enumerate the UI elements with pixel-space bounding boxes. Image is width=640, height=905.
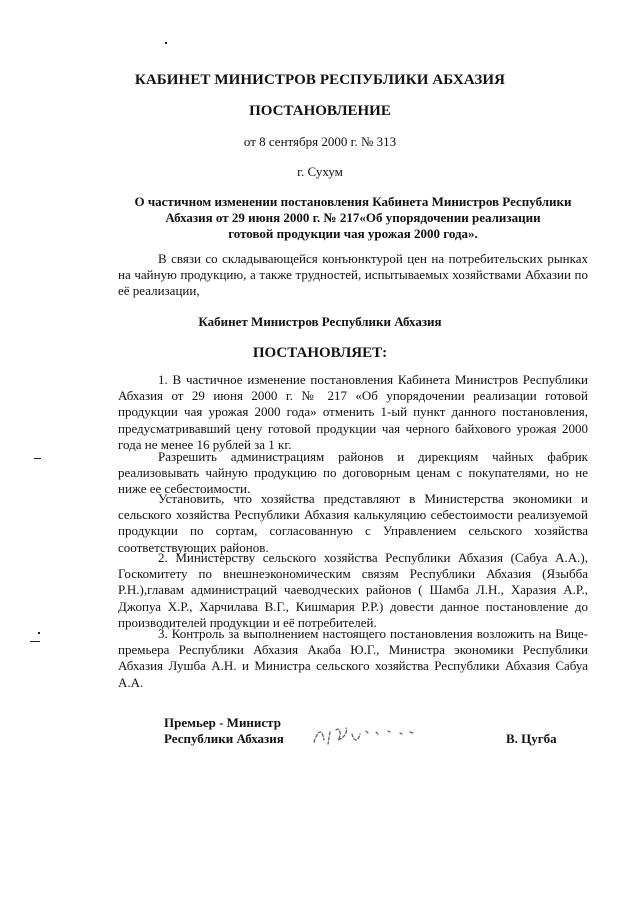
- resolves-heading: ПОСТАНОВЛЯЕТ:: [252, 345, 388, 361]
- date-and-number: от 8 сентября 2000 г. № 313: [243, 134, 397, 149]
- clause-2: 2. Министерству сельского хозяйства Республики Абхазия (Сабуа А.А.), Госкомитету по внешнеэкономическим связям Республики Абхазия (Языбба Р.Н.),главам администраций чаеводческих районов ( Шамба Л.Н., Харазия А.Р., Джопуа Х.Р., Харчилава В.Г., Кишмария Р.Р.) довести данное постановление до производителей продукции и её потребителей.: [118, 550, 588, 630]
- signatory-title-line1: Премьер - Министр: [164, 715, 281, 730]
- clause-3: 3. Контроль за выполнением настоящего постановления возложить на Вице-премьера Республики Абхазия Акаба Ю.Г., Министра экономики Республики Абхазия Лушба А.Н. и Министра сельского хозяйства Республики Абхазия Сабуа А.А.: [118, 626, 588, 690]
- scan-speck: [34, 458, 41, 459]
- document-type: ПОСТАНОВЛЕНИЕ: [249, 103, 391, 119]
- issuer: Кабинет Министров Республики Абхазия: [198, 314, 442, 329]
- clause-1-permit: Разрешить администрациям районов и дирекциям чайных фабрик реализовывать чайную продукцию по договорным ценам с покупателями, но не ниже ее себестоимости.: [118, 449, 588, 497]
- scan-speck: [38, 632, 40, 634]
- scan-speck: [30, 641, 40, 642]
- subject-heading: [120, 194, 586, 242]
- preamble-paragraph: В связи со складывающейся конъюнктурой цен на потребительских рынках на чайную продукцию, а также трудностей, испытываемых хозяйствами Абхазии по её реализации,: [118, 251, 588, 299]
- scan-speck: [165, 42, 167, 44]
- subject-line: О частичном изменении постановления Кабинета Министров Республики: [134, 194, 572, 209]
- clause-1-establish: Установить, что хозяйства представляют в Министерства экономики и сельского хозяйства Республики Абхазия калькуляцию себестоимости реализуемой продукции по сортам, согласованную с Управлением сельского хозяйства соответствующих районов.: [118, 491, 588, 555]
- clause-1: 1. В частичное изменение постановления Кабинета Министров Республики Абхазия от 29 июня 2000 г. № 217 «Об упорядочении реализации готовой продукции чая урожая 2000 года» отменить 1-ый пункт данного постановления, предусматривавший цену готовой продукции чая черного байхового урожая 2000 года не менее 16 рублей за 1 кг.: [118, 372, 588, 452]
- subject-line: Абхазия от 29 июня 2000 г. № 217«Об упорядочении реализации: [165, 210, 541, 225]
- signatory-title-line2: Республики Абхазия: [164, 731, 284, 746]
- handwritten-signature: [308, 722, 426, 748]
- organization-title: КАБИНЕТ МИНИСТРОВ РЕСПУБЛИКИ АБХАЗИЯ: [134, 72, 506, 88]
- subject-line: готовой продукции чая урожая 2000 года».: [228, 226, 478, 241]
- signatory-name: В. Цугба: [506, 731, 557, 746]
- place: г. Сухум: [297, 164, 343, 179]
